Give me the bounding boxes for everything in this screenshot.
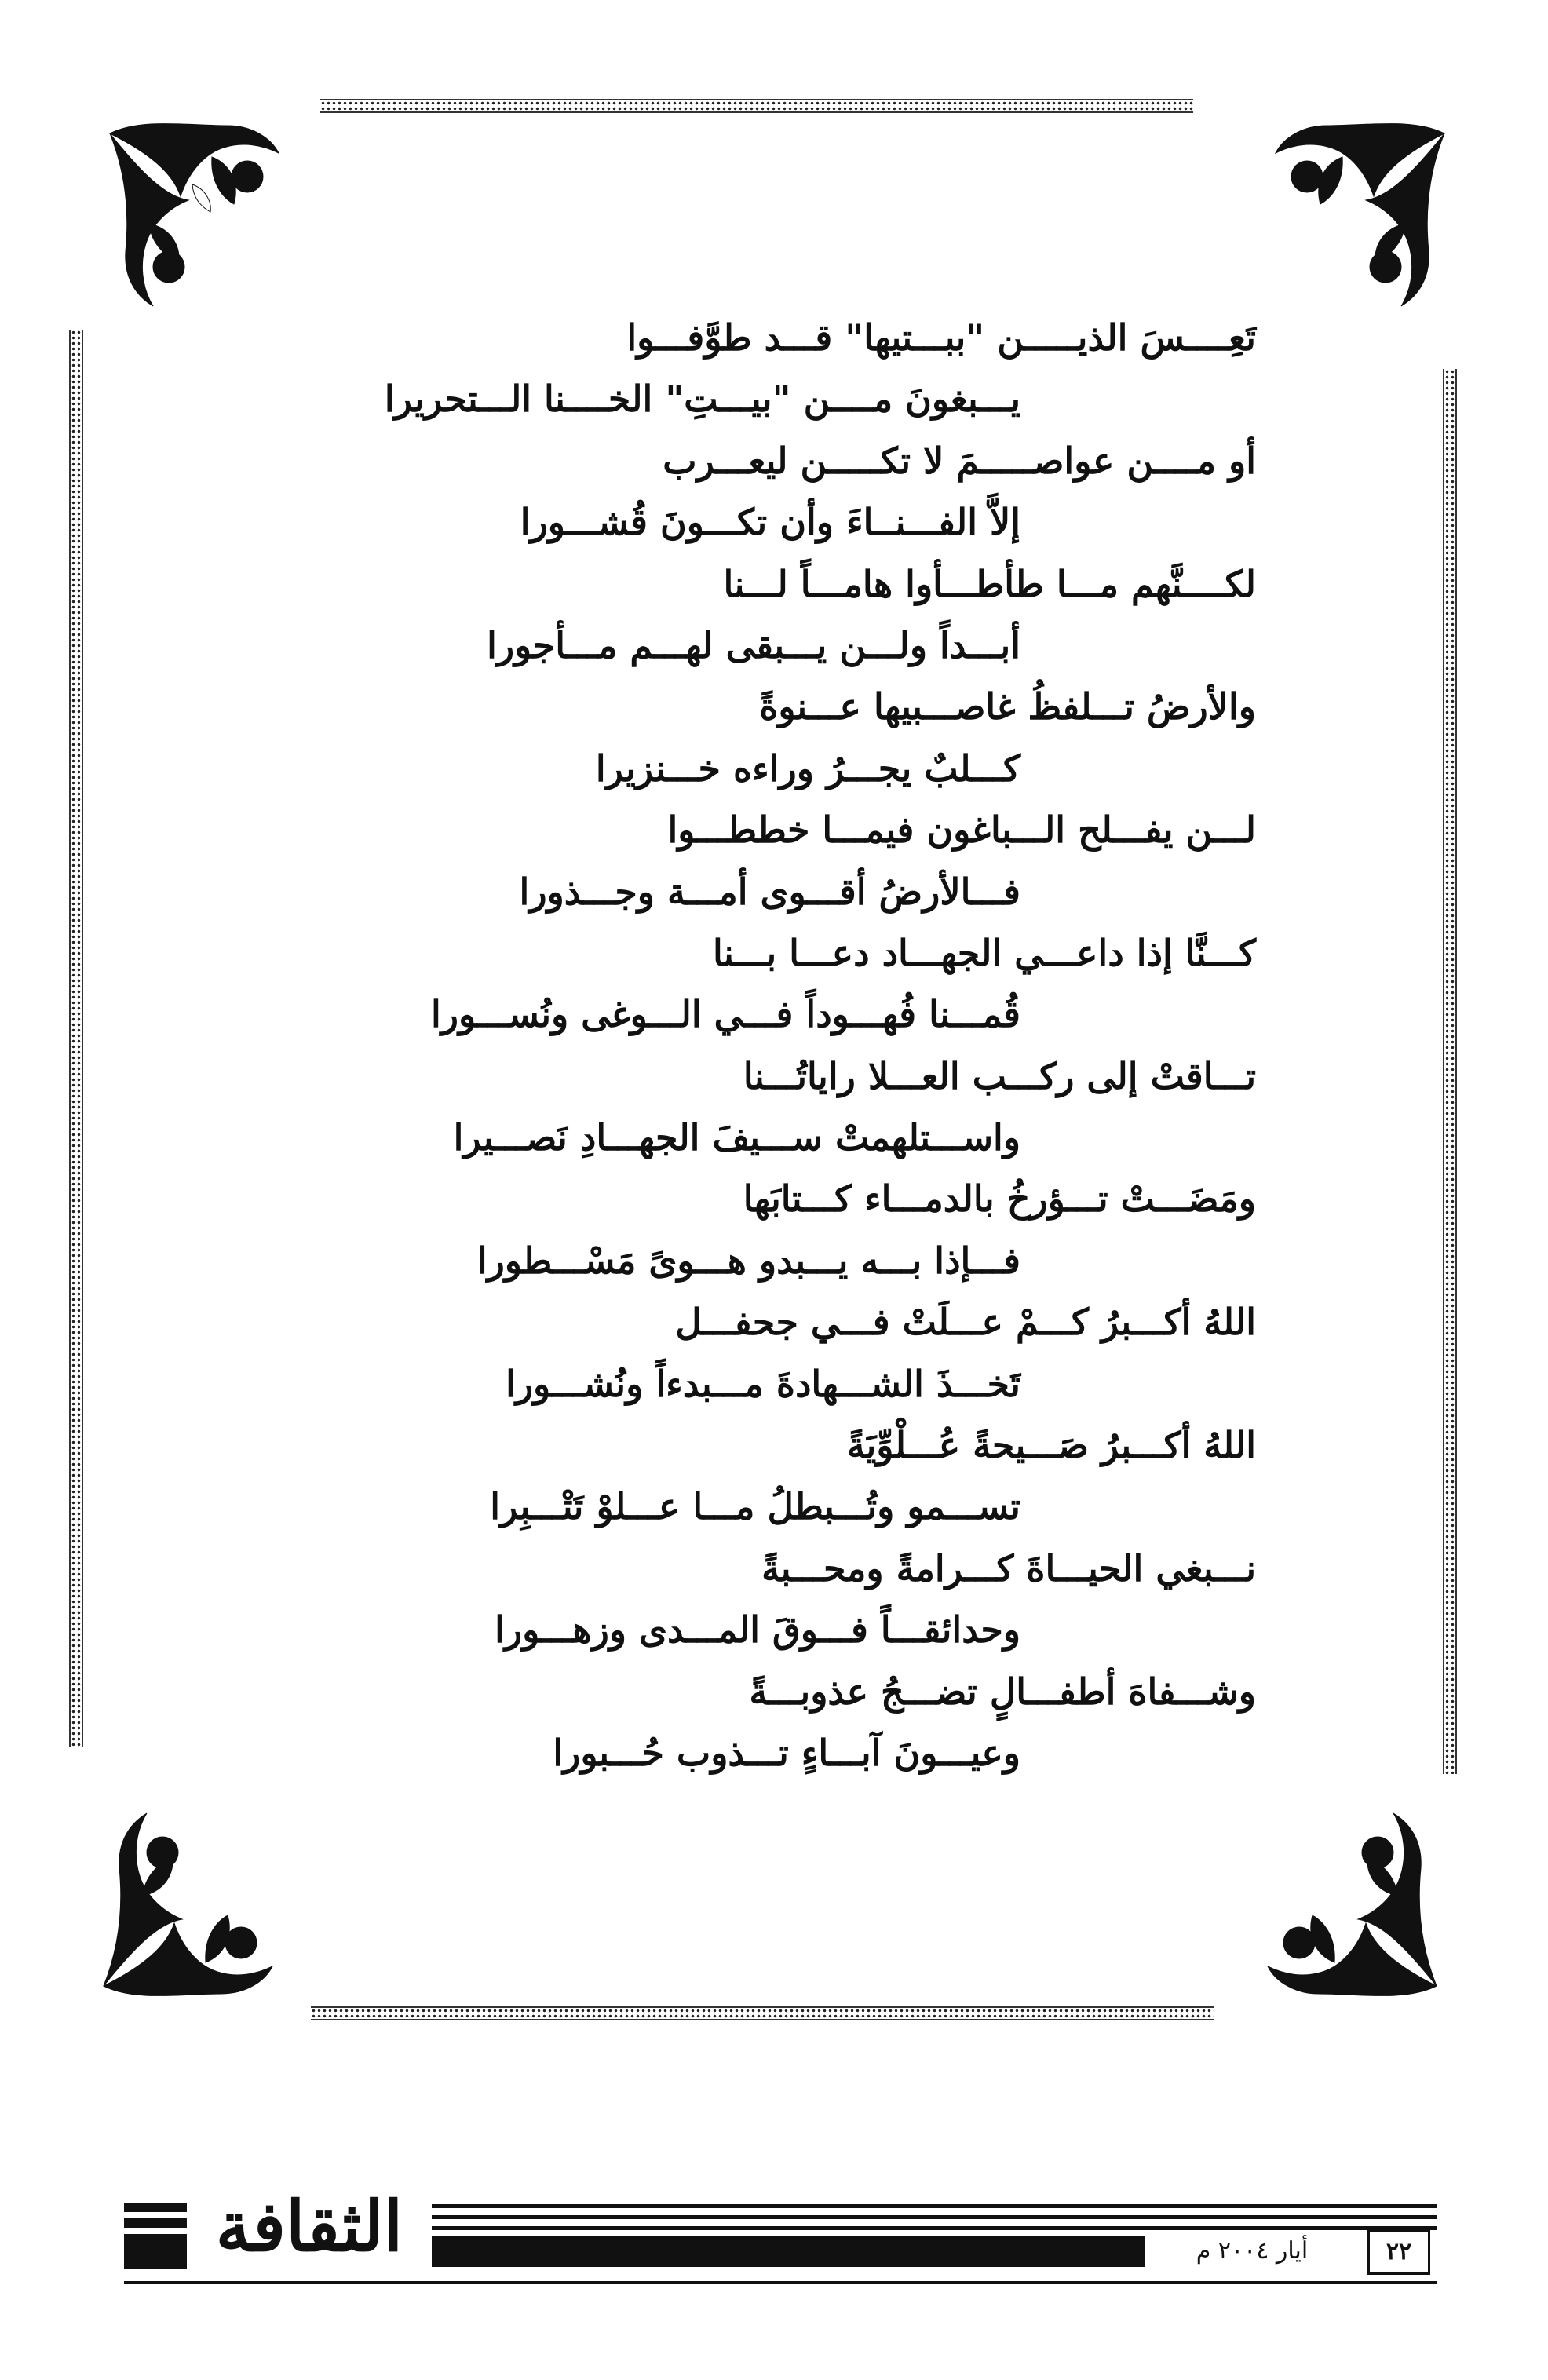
verse-hemistich-second: قُمـــنا فُهـــوداً فـــي الـــوغى ونُســـورا [430, 993, 1020, 1036]
verse-hemistich-first: والأرضُ تـــلفظُ غاصـــبيها عـــنوةً [759, 685, 1256, 728]
verse-hemistich-first: ومَضَـــتْ تـــؤرخُ بالدمـــاء كـــتابَها [743, 1177, 1256, 1221]
poem-body [283, 308, 1256, 1784]
logo-bar-thin [124, 2218, 187, 2228]
verse-line [283, 1354, 1256, 1415]
verse-line [283, 677, 1256, 738]
page-number: ٢٢ [1367, 2229, 1430, 2275]
verse-hemistich-second: واســـتلهمتْ ســـيفَ الجهـــادِ نَصـــيرا [453, 1116, 1020, 1159]
verse-hemistich-first: اللهُ أكـــبرُ كـــمْ عـــلَتْ فـــي جحفـــل [675, 1301, 1256, 1344]
verse-line [283, 1662, 1256, 1723]
verse-hemistich-first: تـــاقتْ إلى ركـــب العـــلا راياتُـــنا [743, 1054, 1256, 1097]
verse-line [283, 615, 1256, 677]
verse-hemistich-first: نـــبغي الحيـــاةَ كـــرامةً ومحـــبةً [761, 1546, 1256, 1590]
verse-hemistich-second: تَخـــذَ الشـــهادةَ مـــبدءاً ونُشـــورا [506, 1362, 1020, 1405]
verse-line [283, 554, 1256, 615]
footer-rule [432, 2226, 1437, 2230]
verse-hemistich-first: لكــــنَّهم مـــا طأطـــأوا هامـــاً لـــنا [723, 562, 1256, 605]
verse-line [283, 1169, 1256, 1230]
top-right-ornament-icon [1264, 110, 1460, 314]
verse-hemistich-second: كـــلبٌ يجـــرُ وراءه خـــنزيرا [595, 746, 1020, 790]
verse-line [283, 1600, 1256, 1661]
logo-bar-thick [124, 2234, 187, 2269]
verse-line [283, 923, 1256, 984]
verse-line [283, 800, 1256, 861]
verse-line [283, 1231, 1256, 1292]
verse-hemistich-second: فـــإذا بـــه يـــبدو هـــوىً مَسْـــطورا [476, 1239, 1020, 1282]
verse-line [283, 492, 1256, 553]
verse-hemistich-second: وعيـــونَ آبـــاءٍ تـــذوب حُـــبورا [553, 1731, 1020, 1774]
verse-hemistich-first: تَعِــــسَ الذيـــــن "ببـــتيها" قـــد طوَّفـــوا [626, 316, 1256, 359]
issue-date: أيار ٢٠٠٤ م [1196, 2237, 1309, 2265]
verse-hemistich-first: وشـــفاهَ أطفـــالٍ تضـــجُ عذوبـــةً [749, 1670, 1256, 1713]
verse-line [283, 1477, 1256, 1538]
verse-line [283, 369, 1256, 430]
top-left-ornament-icon [94, 110, 290, 314]
verse-hemistich-second: يـــبغونَ مــــن "بيـــتِ" الخــــنا الـــتحريرا [384, 378, 1020, 421]
bottom-left-ornament-icon [88, 1805, 284, 2009]
verse-line [283, 1539, 1256, 1600]
bottom-border [311, 2006, 1214, 2020]
bottom-right-ornament-icon [1256, 1805, 1452, 2009]
verse-line [283, 1723, 1256, 1784]
footer-rule [432, 2215, 1437, 2219]
verse-line [283, 1108, 1256, 1169]
footer-rule [432, 2204, 1437, 2208]
right-border [1443, 369, 1457, 1774]
footer-bar [432, 2236, 1145, 2267]
verse-hemistich-second: فـــالأرضُ أقـــوى أمـــة وجـــذورا [519, 870, 1020, 913]
top-border [320, 99, 1193, 113]
verse-hemistich-first: كـــنَّا إذا داعـــي الجهـــاد دعـــا بـــنا [713, 931, 1256, 974]
verse-hemistich-first: لـــن يفـــلح الـــباغون فيمـــا خططـــوا [667, 809, 1256, 852]
logo-bar-thin [124, 2203, 187, 2212]
verse-line [283, 308, 1256, 369]
verse-line [283, 984, 1256, 1046]
verse-line [283, 1046, 1256, 1108]
verse-hemistich-second: أبـــداً ولـــن يـــبقى لهـــم مـــأجورا [487, 623, 1020, 666]
verse-hemistich-second: وحدائقـــاً فـــوقَ المـــدى وزهـــورا [495, 1608, 1020, 1652]
verse-line [283, 431, 1256, 492]
verse-hemistich-first: أو مــــن عواصـــــمَ لا تكـــــن ليعـــرب [663, 439, 1256, 482]
verse-hemistich-second: إلاَّ الفـــنــاءَ وأن تكـــونَ قُشـــورا [520, 501, 1020, 544]
verse-line [283, 862, 1256, 923]
footer-rule [124, 2281, 1437, 2284]
verse-hemistich-second: تســـمو وتُـــبطلُ مـــا عـــلوْ تَتْـــبِرا [490, 1485, 1020, 1528]
verse-line [283, 1415, 1256, 1477]
verse-hemistich-first: اللهُ أكـــبرُ صَـــيحةً عُـــلْوِّيَةً [846, 1424, 1256, 1467]
verse-line [283, 1292, 1256, 1353]
left-border [69, 330, 83, 1747]
verse-line [283, 739, 1256, 800]
magazine-logo: الثقافة [215, 2185, 403, 2267]
